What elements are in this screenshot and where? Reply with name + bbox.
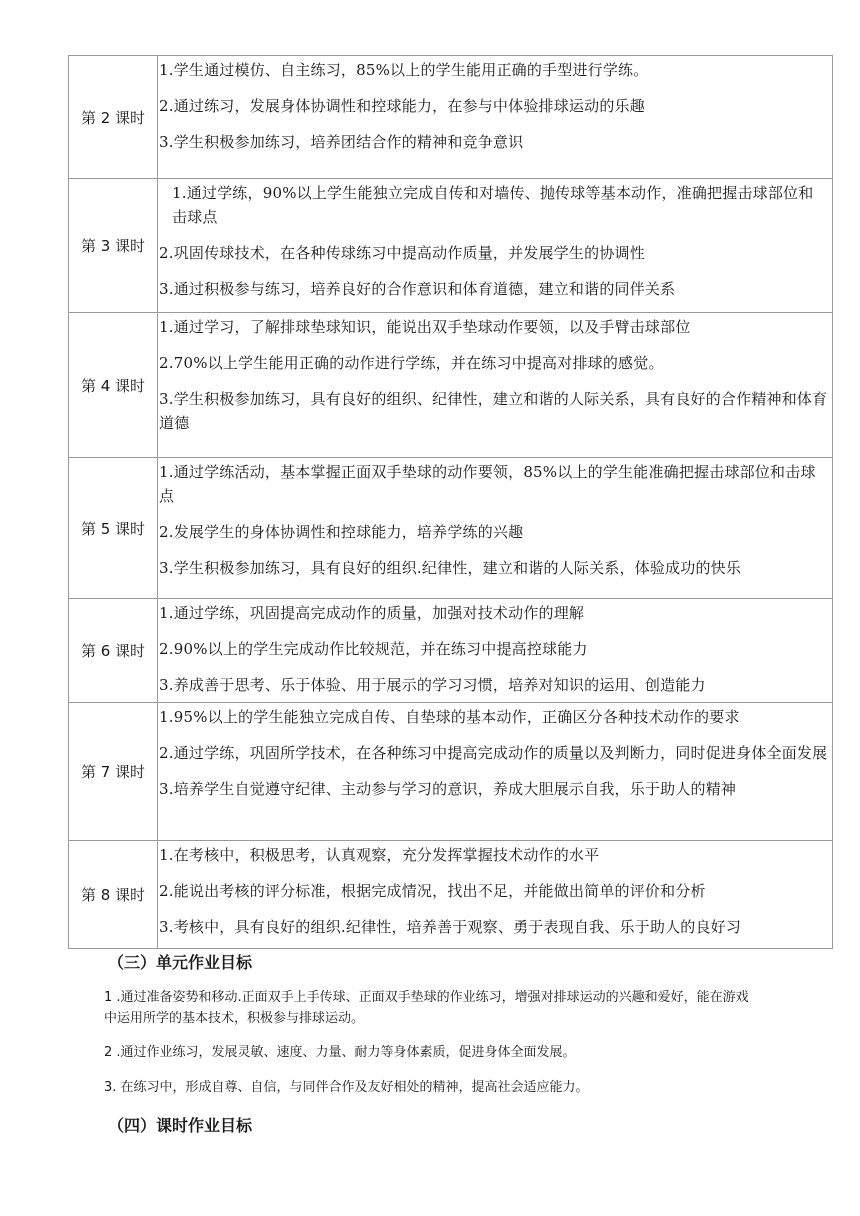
lesson-goals — [158, 703, 833, 841]
lesson-label: 第 2 课时 — [69, 56, 158, 179]
table-row — [69, 841, 833, 949]
goal-item: 1.通过学练，90%以上学生能独立完成自传和对墙传、抛传球等基本动作，准确把握击球部位和击球点 — [172, 184, 814, 226]
lesson-goals — [158, 458, 833, 599]
table-row — [69, 179, 833, 313]
lesson-label: 第 4 课时 — [69, 313, 158, 458]
lesson-goals — [158, 313, 833, 458]
goal-item: 3.养成善于思考、乐于体验、用于展示的学习习惯，培养对知识的运用、创造能力 — [159, 676, 706, 694]
lesson-goals — [158, 179, 833, 313]
table-row — [69, 458, 833, 599]
table-row — [69, 56, 833, 179]
section4-title: （四）课时作业目标 — [108, 1116, 253, 1135]
goal-item: 2.巩固传球技术，在各种传球练习中提高动作质量，并发展学生的协调性 — [159, 244, 645, 262]
goal-item: 1.在考核中，积极思考，认真观察，充分发挥掌握技术动作的水平 — [159, 846, 600, 864]
lesson-goals — [158, 56, 833, 179]
table-row — [69, 703, 833, 841]
goal-item: 3.考核中，具有良好的组织.纪律性，培养善于观察、勇于表现自我、乐于助人的良好习 — [159, 918, 742, 936]
table-row — [69, 313, 833, 458]
lesson-label: 第 6 课时 — [69, 599, 158, 703]
goal-item: 2.70%以上学生能用正确的动作进行学练，并在练习中提高对排球的感觉。 — [159, 354, 664, 372]
section3-paragraph: 3. 在练习中，形成自尊、自信，与同伴合作及友好相处的精神，提高社会适应能力。 — [104, 1080, 589, 1095]
lesson-label: 第 8 课时 — [69, 841, 158, 949]
goal-item: 3.通过积极参与练习，培养良好的合作意识和体育道德，建立和谐的同伴关系 — [159, 280, 676, 298]
goal-item: 1.通过学习，了解排球垫球知识，能说出双手垫球动作要领，以及手臂击球部位 — [159, 318, 691, 336]
lesson-goals — [158, 599, 833, 703]
section3-paragraph: 1 .通过准备姿势和移动.正面双手上手传球、正面双手垫球的作业练习，增强对排球运动的兴趣和爱好，能在游戏中运用所学的基本技术，积极参与排球运动。 — [104, 990, 749, 1026]
lesson-label: 第 7 课时 — [69, 703, 158, 841]
section3-title: （三）单元作业目标 — [108, 953, 253, 972]
section3-paragraph: 2 .通过作业练习，发展灵敏、速度、力量、耐力等身体素质，促进身体全面发展。 — [104, 1045, 576, 1060]
lesson-goals-table — [68, 55, 833, 949]
goal-item: 1.学生通过模仿、自主练习，85%以上的学生能用正确的手型进行学练。 — [159, 61, 649, 79]
lesson-goals — [158, 841, 833, 949]
goal-item: 2.通过学练，巩固所学技术，在各种练习中提高完成动作的质量以及判断力，同时促进身体全面发展 — [159, 744, 828, 762]
goal-item: 2.通过练习，发展身体协调性和控球能力，在参与中体验排球运动的乐趣 — [159, 97, 645, 115]
goal-item: 3.学生积极参加练习，培养团结合作的精神和竞争意识 — [159, 133, 524, 151]
goal-item: 1.通过学练活动，基本掌握正面双手垫球的动作要领，85%以上的学生能准确把握击球部位和击球点 — [159, 463, 816, 505]
table-row — [69, 599, 833, 703]
goal-item: 3.培养学生自觉遵守纪律、主动参与学习的意识，养成大胆展示自我，乐于助人的精神 — [159, 780, 737, 798]
goal-item: 2.90%以上的学生完成动作比较规范，并在练习中提高控球能力 — [159, 640, 588, 658]
lesson-label: 第 3 课时 — [69, 179, 158, 313]
goal-item: 1.95%以上的学生能独立完成自传、自垫球的基本动作，正确区分各种技术动作的要求 — [159, 708, 740, 726]
goal-item: 2.能说出考核的评分标准，根据完成情况，找出不足，并能做出简单的评价和分析 — [159, 882, 706, 900]
goal-item: 3.学生积极参加练习，具有良好的组织、纪律性，建立和谐的人际关系，具有良好的合作精神和体育道德 — [159, 390, 828, 432]
goal-item: 3.学生积极参加练习，具有良好的组织.纪律性，建立和谐的人际关系，体验成功的快乐 — [159, 559, 742, 577]
goal-item: 2.发展学生的身体协调性和控球能力，培养学练的兴趣 — [159, 523, 524, 541]
lesson-label: 第 5 课时 — [69, 458, 158, 599]
goal-item: 1.通过学练，巩固提高完成动作的质量，加强对技术动作的理解 — [159, 604, 585, 622]
